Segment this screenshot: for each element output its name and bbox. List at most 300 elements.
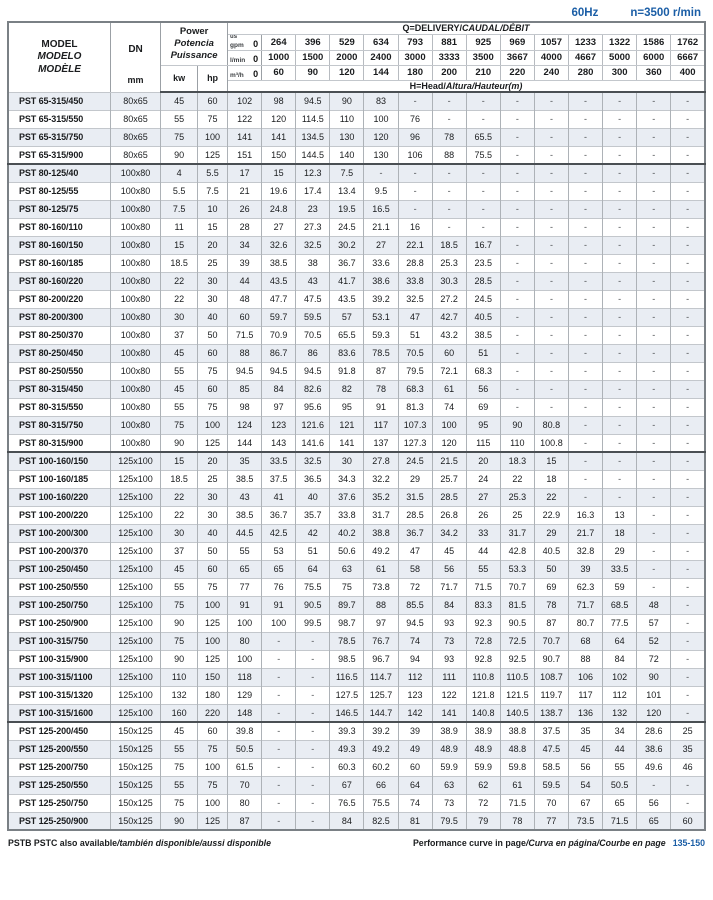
head-value-cell: 140.5: [500, 704, 534, 722]
kw-cell: 45: [161, 380, 198, 398]
head-value-cell: 35.7: [296, 506, 330, 524]
head-value-cell: -: [637, 236, 671, 254]
head-value-cell: 80.8: [534, 416, 568, 434]
head-value-cell: 44: [228, 272, 262, 290]
head-value-cell: -: [671, 632, 705, 650]
head-value-cell: 50.6: [330, 542, 364, 560]
model-cell: PST 100-160/185: [8, 470, 110, 488]
model-cell: PST 100-315/1320: [8, 686, 110, 704]
head-value-cell: 51: [398, 326, 432, 344]
head-value-cell: -: [296, 812, 330, 830]
head-value-cell: 119.7: [534, 686, 568, 704]
hp-cell: 7.5: [198, 182, 228, 200]
hp-cell: 60: [198, 722, 228, 740]
table-row: [8, 524, 705, 542]
head-value-cell: 39: [568, 560, 602, 578]
head-value-cell: -: [262, 812, 296, 830]
head-value-cell: 66: [364, 776, 398, 794]
head-value-cell: -: [671, 416, 705, 434]
head-value-cell: 84: [330, 812, 364, 830]
head-value-cell: 20: [466, 452, 500, 470]
model-cell: PST 80-250/550: [8, 362, 110, 380]
head-value-cell: -: [500, 398, 534, 416]
head-value-cell: 53: [262, 542, 296, 560]
head-value-cell: 144.7: [364, 704, 398, 722]
performance-curve-note-intl: /Curva en página/Courbe en page: [525, 838, 666, 848]
head-value-cell: 7.5: [330, 164, 364, 182]
head-value-cell: -: [500, 218, 534, 236]
table-row: [8, 182, 705, 200]
head-value-cell: 16: [398, 218, 432, 236]
kw-cell: 90: [161, 434, 198, 452]
head-value-cell: -: [534, 380, 568, 398]
model-cell: PST 80-160/220: [8, 272, 110, 290]
head-value-cell: 49.3: [330, 740, 364, 758]
head-value-cell: 144: [228, 434, 262, 452]
head-value-cell: 78: [432, 128, 466, 146]
head-value-cell: 82.5: [364, 812, 398, 830]
head-value-cell: 90.5: [296, 596, 330, 614]
dn-cell: 125x100: [110, 470, 160, 488]
hp-unit-header: hp: [198, 65, 228, 92]
flow-value-cell: 881: [432, 34, 466, 50]
head-value-cell: 65: [228, 560, 262, 578]
head-value-cell: 58.5: [534, 758, 568, 776]
head-value-cell: 99.5: [296, 614, 330, 632]
kw-cell: 110: [161, 668, 198, 686]
head-value-cell: 146.5: [330, 704, 364, 722]
head-value-cell: 18.3: [500, 452, 534, 470]
head-value-cell: -: [637, 128, 671, 146]
head-value-cell: 67: [330, 776, 364, 794]
flow-value-cell: 5000: [603, 50, 637, 65]
head-value-cell: 40.5: [466, 308, 500, 326]
head-value-cell: 85: [228, 380, 262, 398]
head-value-cell: 137: [364, 434, 398, 452]
head-value-cell: -: [500, 272, 534, 290]
flow-value-cell: 400: [671, 65, 705, 80]
head-value-cell: 138.7: [534, 704, 568, 722]
head-value-cell: 100: [262, 614, 296, 632]
head-value-cell: 67: [568, 794, 602, 812]
head-value-cell: 75.5: [466, 146, 500, 164]
head-value-cell: 61: [500, 776, 534, 794]
kw-cell: 45: [161, 722, 198, 740]
head-value-cell: 27.3: [296, 218, 330, 236]
dn-cell: 125x100: [110, 632, 160, 650]
head-value-cell: 141: [262, 128, 296, 146]
head-value-cell: 18: [603, 524, 637, 542]
head-value-cell: -: [637, 290, 671, 308]
flow-value-cell: 4000: [534, 50, 568, 65]
flow-value-cell: 3667: [500, 50, 534, 65]
head-value-cell: 83.6: [330, 344, 364, 362]
head-value-cell: 41: [262, 488, 296, 506]
head-value-cell: -: [262, 722, 296, 740]
head-value-cell: 90: [637, 668, 671, 686]
head-value-cell: 112: [603, 686, 637, 704]
head-value-cell: 17: [228, 164, 262, 182]
head-value-cell: -: [671, 92, 705, 110]
head-value-cell: 39: [228, 254, 262, 272]
flow-value-cell: 793: [398, 34, 432, 50]
head-value-cell: -: [603, 200, 637, 218]
head-value-cell: 41.7: [330, 272, 364, 290]
head-value-cell: -: [637, 380, 671, 398]
head-value-cell: 19.6: [262, 182, 296, 200]
head-value-cell: 39.3: [330, 722, 364, 740]
head-value-cell: -: [466, 110, 500, 128]
head-value-cell: 95: [466, 416, 500, 434]
head-value-cell: 73.5: [568, 812, 602, 830]
head-value-cell: 95: [330, 398, 364, 416]
head-value-cell: -: [637, 110, 671, 128]
head-value-cell: -: [603, 110, 637, 128]
model-cell: PST 65-315/750: [8, 128, 110, 146]
head-value-cell: -: [671, 200, 705, 218]
head-value-cell: 72: [398, 578, 432, 596]
table-row: [8, 218, 705, 236]
head-value-cell: 65: [262, 560, 296, 578]
model-cell: PST 80-250/370: [8, 326, 110, 344]
dn-label: DN: [128, 43, 143, 55]
head-value-cell: 102: [603, 668, 637, 686]
head-value-cell: 39.2: [364, 290, 398, 308]
hp-cell: 100: [198, 416, 228, 434]
head-value-cell: 94.5: [398, 614, 432, 632]
model-column-header: [8, 22, 110, 92]
head-value-cell: -: [603, 308, 637, 326]
head-value-cell: -: [671, 668, 705, 686]
dn-cell: 125x100: [110, 488, 160, 506]
head-value-cell: 68: [568, 632, 602, 650]
model-cell: PST 100-315/1100: [8, 668, 110, 686]
head-value-cell: 19.5: [330, 200, 364, 218]
head-value-cell: 102: [228, 92, 262, 110]
head-value-cell: -: [534, 362, 568, 380]
head-value-cell: -: [671, 380, 705, 398]
head-value-cell: -: [466, 92, 500, 110]
head-value-cell: -: [296, 740, 330, 758]
head-value-cell: 60.2: [364, 758, 398, 776]
head-value-cell: -: [500, 146, 534, 164]
table-row: [8, 470, 705, 488]
head-value-cell: 44: [603, 740, 637, 758]
hp-cell: 220: [198, 704, 228, 722]
head-value-cell: -: [500, 380, 534, 398]
head-value-cell: 56: [466, 380, 500, 398]
head-value-cell: -: [671, 182, 705, 200]
hp-cell: 60: [198, 380, 228, 398]
kw-cell: 160: [161, 704, 198, 722]
head-value-cell: 65.5: [330, 326, 364, 344]
head-value-cell: 116.5: [330, 668, 364, 686]
table-row: [8, 812, 705, 830]
flow-value-cell: 1057: [534, 34, 568, 50]
head-value-cell: 82: [330, 380, 364, 398]
table-row: [8, 164, 705, 182]
head-value-cell: 28.8: [398, 254, 432, 272]
dn-cell: 80x65: [110, 128, 160, 146]
head-value-cell: -: [671, 686, 705, 704]
head-value-cell: 94.5: [228, 362, 262, 380]
head-value-cell: 28.5: [466, 272, 500, 290]
head-value-cell: 35: [568, 722, 602, 740]
head-value-cell: -: [534, 110, 568, 128]
head-value-cell: -: [603, 488, 637, 506]
head-value-cell: -: [500, 290, 534, 308]
head-value-cell: 70.7: [500, 578, 534, 596]
table-row: [8, 506, 705, 524]
kw-cell: 75: [161, 632, 198, 650]
model-cell: PST 125-200/550: [8, 740, 110, 758]
model-cell: PST 100-160/150: [8, 452, 110, 470]
model-cell: PST 100-315/900: [8, 650, 110, 668]
head-value-cell: -: [671, 290, 705, 308]
head-value-cell: -: [671, 614, 705, 632]
head-value-cell: 38.6: [364, 272, 398, 290]
table-row: [8, 92, 705, 110]
head-value-cell: 36.7: [398, 524, 432, 542]
head-value-cell: 56: [568, 758, 602, 776]
kw-cell: 37: [161, 542, 198, 560]
dn-cell: 80x65: [110, 92, 160, 110]
head-value-cell: 23: [296, 200, 330, 218]
head-value-cell: -: [296, 686, 330, 704]
head-value-cell: 40: [296, 488, 330, 506]
head-value-cell: 24.5: [466, 290, 500, 308]
model-cell: PST 100-200/370: [8, 542, 110, 560]
head-value-cell: 38.9: [432, 722, 466, 740]
head-value-cell: 80: [228, 632, 262, 650]
head-value-cell: 48: [637, 596, 671, 614]
hp-cell: 75: [198, 776, 228, 794]
head-value-cell: 43.5: [330, 290, 364, 308]
head-value-cell: -: [296, 722, 330, 740]
head-value-cell: 98.7: [330, 614, 364, 632]
head-value-cell: -: [364, 164, 398, 182]
head-value-cell: 123: [398, 686, 432, 704]
head-value-cell: 21.1: [364, 218, 398, 236]
head-value-cell: -: [262, 794, 296, 812]
flow-value-cell: 1322: [603, 34, 637, 50]
table-row: [8, 704, 705, 722]
head-value-cell: 50: [534, 560, 568, 578]
model-cell: PST 80-315/450: [8, 380, 110, 398]
head-value-cell: 62.3: [568, 578, 602, 596]
head-value-cell: 73.8: [364, 578, 398, 596]
head-value-cell: -: [568, 308, 602, 326]
head-value-cell: 38.5: [262, 254, 296, 272]
dn-cell: 100x80: [110, 236, 160, 254]
head-value-cell: 78: [500, 812, 534, 830]
dn-cell: 125x100: [110, 704, 160, 722]
head-value-cell: 9.5: [364, 182, 398, 200]
dn-cell: 150x125: [110, 740, 160, 758]
head-value-cell: 80: [228, 794, 262, 812]
head-value-cell: 81: [398, 812, 432, 830]
head-value-cell: -: [534, 290, 568, 308]
hp-cell: 25: [198, 254, 228, 272]
head-value-cell: -: [500, 344, 534, 362]
head-value-cell: 88: [228, 344, 262, 362]
hp-cell: 60: [198, 560, 228, 578]
dn-cell: 100x80: [110, 326, 160, 344]
head-value-cell: -: [603, 146, 637, 164]
kw-cell: 55: [161, 578, 198, 596]
head-value-cell: 141: [228, 128, 262, 146]
model-header-es: MODELO: [37, 51, 82, 62]
head-value-cell: 39.8: [228, 722, 262, 740]
model-cell: PST 125-200/750: [8, 758, 110, 776]
dn-cell: 100x80: [110, 218, 160, 236]
head-value-cell: 13: [603, 506, 637, 524]
head-value-cell: 37.5: [534, 722, 568, 740]
dn-cell: 100x80: [110, 164, 160, 182]
head-value-cell: -: [534, 146, 568, 164]
head-value-cell: 114.7: [364, 668, 398, 686]
kw-cell: 15: [161, 236, 198, 254]
head-value-cell: 107.3: [398, 416, 432, 434]
head-value-cell: 92.3: [466, 614, 500, 632]
dn-cell: 125x100: [110, 614, 160, 632]
head-value-cell: -: [568, 488, 602, 506]
head-value-cell: 34.3: [330, 470, 364, 488]
head-value-cell: -: [671, 560, 705, 578]
head-value-cell: -: [671, 110, 705, 128]
head-value-cell: -: [568, 110, 602, 128]
head-value-cell: 57: [637, 614, 671, 632]
head-value-cell: 72: [466, 794, 500, 812]
head-value-cell: -: [603, 326, 637, 344]
head-value-cell: 12.3: [296, 164, 330, 182]
head-value-cell: 123: [262, 416, 296, 434]
head-value-cell: 120: [364, 128, 398, 146]
head-value-cell: 77: [534, 812, 568, 830]
head-value-cell: -: [534, 236, 568, 254]
head-value-cell: 48.9: [466, 740, 500, 758]
head-value-cell: -: [568, 380, 602, 398]
head-value-cell: -: [500, 254, 534, 272]
dn-cell: 100x80: [110, 272, 160, 290]
head-value-cell: -: [603, 254, 637, 272]
hp-cell: 30: [198, 506, 228, 524]
head-value-cell: 90: [330, 92, 364, 110]
head-value-cell: 18: [534, 470, 568, 488]
kw-cell: 90: [161, 614, 198, 632]
head-header-intl: Altura/Hauteur(m): [445, 80, 523, 91]
head-value-cell: -: [671, 344, 705, 362]
head-value-cell: 87: [364, 362, 398, 380]
head-value-cell: 59.9: [432, 758, 466, 776]
dn-cell: 150x125: [110, 812, 160, 830]
head-value-cell: 64: [296, 560, 330, 578]
hp-cell: 100: [198, 128, 228, 146]
unit-m3h-text: m³/h: [230, 71, 244, 79]
head-value-cell: 81.5: [500, 596, 534, 614]
kw-cell: 18.5: [161, 254, 198, 272]
head-value-cell: 106: [398, 146, 432, 164]
head-value-cell: -: [534, 128, 568, 146]
kw-cell: 90: [161, 146, 198, 164]
head-value-cell: 27: [262, 218, 296, 236]
delivery-header-intl: CAUDAL/DÉBIT: [461, 23, 530, 34]
head-value-cell: 49.2: [364, 542, 398, 560]
head-value-cell: 112: [398, 668, 432, 686]
head-value-cell: 55: [603, 758, 637, 776]
head-value-cell: 76.5: [330, 794, 364, 812]
kw-cell: 45: [161, 92, 198, 110]
head-value-cell: 29: [603, 542, 637, 560]
kw-cell: 75: [161, 794, 198, 812]
head-value-cell: -: [671, 506, 705, 524]
head-value-cell: -: [671, 326, 705, 344]
hp-cell: 60: [198, 92, 228, 110]
availability-note: [8, 838, 271, 848]
head-value-cell: -: [637, 218, 671, 236]
dn-cell: 150x125: [110, 776, 160, 794]
kw-cell: 30: [161, 308, 198, 326]
head-value-cell: 94: [398, 650, 432, 668]
head-value-cell: 38.5: [228, 470, 262, 488]
head-value-cell: 42.8: [500, 542, 534, 560]
head-value-cell: 22: [534, 488, 568, 506]
table-row: [8, 452, 705, 470]
head-value-cell: -: [432, 110, 466, 128]
flow-value-cell: 2400: [364, 50, 398, 65]
hp-cell: 100: [198, 596, 228, 614]
head-value-cell: -: [637, 488, 671, 506]
dn-cell: 100x80: [110, 308, 160, 326]
model-cell: PST 80-125/75: [8, 200, 110, 218]
head-value-cell: 106: [568, 668, 602, 686]
head-value-cell: -: [603, 236, 637, 254]
dn-cell: 100x80: [110, 362, 160, 380]
head-value-cell: -: [603, 452, 637, 470]
head-value-cell: 117: [364, 416, 398, 434]
head-value-cell: -: [637, 362, 671, 380]
head-value-cell: -: [398, 200, 432, 218]
head-value-cell: -: [568, 146, 602, 164]
model-cell: PST 80-315/900: [8, 434, 110, 452]
head-value-cell: -: [296, 794, 330, 812]
head-value-cell: 76: [262, 578, 296, 596]
hp-cell: 20: [198, 236, 228, 254]
head-value-cell: -: [432, 200, 466, 218]
head-value-cell: 36.5: [296, 470, 330, 488]
head-value-cell: 98: [228, 398, 262, 416]
head-value-cell: 26: [466, 506, 500, 524]
flow-value-cell: 396: [296, 34, 330, 50]
flow-value-cell: 60: [262, 65, 296, 80]
head-value-cell: -: [500, 236, 534, 254]
table-row: [8, 722, 705, 740]
head-value-cell: -: [568, 272, 602, 290]
model-cell: PST 80-315/550: [8, 398, 110, 416]
zero-flow-value: 0: [253, 68, 259, 79]
head-value-cell: -: [432, 164, 466, 182]
power-column-header: [161, 22, 228, 65]
head-value-cell: 151: [228, 146, 262, 164]
unit-m3h-label: [228, 65, 262, 80]
head-value-cell: 22.1: [398, 236, 432, 254]
head-value-cell: 28.5: [398, 506, 432, 524]
head-value-cell: 49.2: [364, 740, 398, 758]
head-value-cell: 100: [364, 110, 398, 128]
head-value-cell: 25.3: [432, 254, 466, 272]
head-value-cell: 16.3: [568, 506, 602, 524]
head-value-cell: 35: [228, 452, 262, 470]
